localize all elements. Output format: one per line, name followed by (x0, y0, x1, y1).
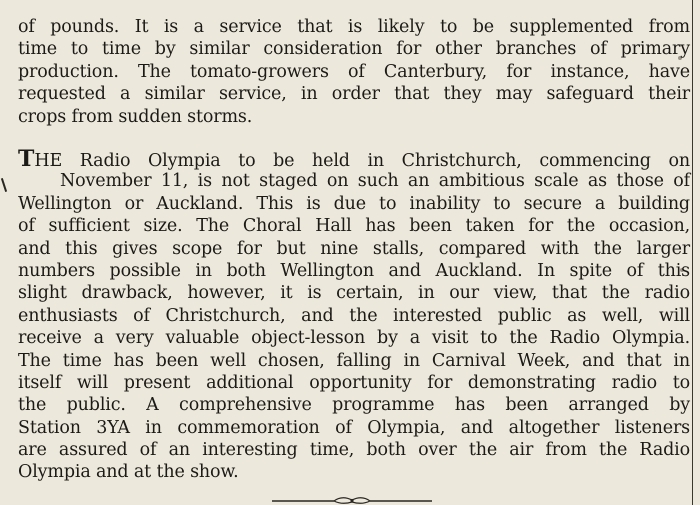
text-line: of pounds. It is a service that is likely to be supplemented from (18, 17, 690, 37)
text-line: crops from sudden storms. (18, 106, 253, 127)
text-line: Wellington or Auckland. This is due to inability to secure a building (18, 193, 690, 214)
margin-mark (1, 178, 7, 192)
first-line-text: HE Radio Olympia to be held in Christchurch, commencing on (34, 151, 690, 171)
paragraph-2 (18, 148, 690, 484)
first-line (18, 148, 690, 170)
text-line: are assured of an interesting time, both over the air from the Radio (18, 440, 690, 461)
text-line: enthusiasts of Christchurch, and the interested public as well, will (18, 305, 690, 326)
text-line: receive a very valuable object-lesson by a visit to the Radio Olympia. (18, 328, 690, 349)
text-line: and this gives scope for but nine stalls, compared with the larger (18, 238, 690, 259)
column-edge-rule (692, 0, 693, 505)
paragraph-1 (18, 16, 690, 128)
text-line: requested a similar service, in order that they may safeguard their (18, 84, 690, 105)
text-line: The time has been well chosen, falling in Carnival Week, and that in (18, 350, 690, 371)
text-line: time to time by similar consideration for other branches of primary (18, 39, 690, 60)
text-line: Station 3YA in commemoration of Olympia, and altogether listeners (18, 417, 690, 438)
text-line: the public. A comprehensive programme has been arranged by (18, 395, 690, 416)
text-line: of sufficient size. The Choral Hall has been taken for the occasion, (18, 216, 690, 237)
dropcap-letter: T (18, 146, 35, 172)
text-line: November 11, is not staged on such an ambitious scale as those of (60, 171, 690, 192)
text-line: numbers possible in both Wellington and Auckland. In spite of this (18, 260, 690, 281)
text-line: Olympia and at the show. (18, 462, 239, 483)
text-line: production. The tomato-growers of Canterbury, for instance, have (18, 61, 690, 82)
text-line: slight drawback, however, it is certain, in our view, that the radio (18, 283, 690, 304)
text-line: itself will present additional opportunity for demonstrating radio to (18, 372, 690, 393)
ornamental-divider (272, 494, 432, 505)
